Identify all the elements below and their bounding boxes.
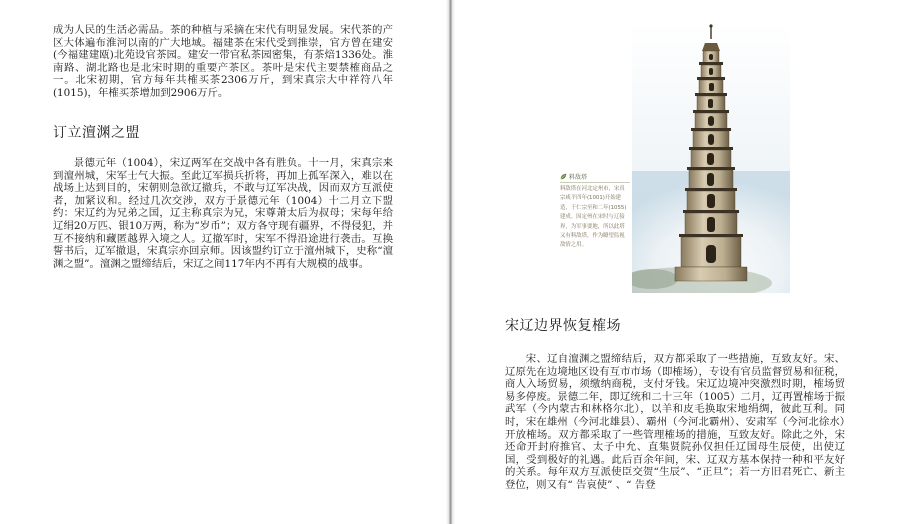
section-heading-chanyuan: 订立澶渊之盟 [53,125,140,141]
liaodi-pagoda-image [632,21,790,293]
caption-text: 料敌塔在河北定州市，宋真宗咸平四年(1001)开始建造，于仁宗至和二年(1055)建成。因定州在宋时与辽接界，为军事要地，所以此塔又有料敌塔，作为瞭望监视敌情之用。 [560,186,627,249]
pagoda-figure [557,21,790,293]
intro-paragraph: 成为人民的生活必需品。茶的种植与采摘在宋代有明显发展。宋代茶的产区大体遍布淮河以南的广大地域。福建茶在宋代受到推崇，官方曾在建安(今福建建瓯)北苑设官茶园。建安一带官私茶园密集，有茶焙1336处。淮南路、湖北路也是北宋时期的重要产茶区。茶叶是宋代主要禁榷商品之一。北宋初期，官方每年共榷买茶2306万斤，到宋真宗大中祥符八年(1015)，年榷买茶增加到2906万斤。 [53,24,393,99]
caption-title-row [560,171,587,181]
caption-divider [560,182,630,183]
figure-caption [557,171,633,279]
book-gutter [446,0,455,524]
chanyuan-paragraph: 景德元年（1004），宋辽两军在交战中各有胜负。十一月，宋真宗来到澶州城，宋军士气大振。至此辽军损兵折将，再加上孤军深入，难以在战场上达到目的，宋朝则急欲辽撤兵，不敢与辽军决战，因而双方互派使者，加紧议和。经过几次交涉，双方于景德元年（1004）十二月立下盟约：宋辽约为兄弟之国，辽主称真宗为兄，宋尊萧太后为叔母；宋每年给辽绢20万匹、银10万两，称为“岁币”；双方各守现有疆界，不得侵犯，并互不接纳和藏匿越界入境之人。辽撤军时，宋军不得沿途进行袭击。互换誓书后，辽军撤退，宋真宗亦回京师。因该盟约订立于澶州城下，史称“澶渊之盟”。澶渊之盟缔结后，宋辽之间117年内不再有大规模的战事。 [53,157,393,270]
leaf-icon [560,173,567,180]
left-page [0,0,446,524]
section-heading-quechang: 宋辽边界恢复榷场 [505,318,621,334]
caption-title: 料敌塔 [569,173,588,181]
quechang-paragraph: 宋、辽自澶渊之盟缔结后，双方都采取了一些措施，互致友好。宋、辽原先在边境地区设有互市市场（即榷场），专设有官员监督贸易和征税，商人入场贸易，须缴纳商税，支付牙钱。宋辽边境冲突激烈时期，榷场贸易多停废。景德二年，即辽统和二十三年（1005）二月，辽再置榷场于振武军（今内蒙古和林格尔北），以羊和皮毛换取宋地绢绸，彼此互利。同时，宋在雄州（今河北雄县）、霸州（今河北霸州）、安肃军（今河北徐水）开放榷场。双方都采取了一些管理榷场的措施，互致友好。除此之外，宋还命开封府推官、太子中允、直集贤院孙仅担任辽国母生辰使，出使辽国，受到极好的礼遇。此后百余年间，宋、辽双方基本保持一种和平友好的关系。每年双方互派使臣交贺“生辰”、“正旦”；若一方旧君死亡、新主登位，则又有“ 告哀使” 、“ 告登 [505,353,845,491]
